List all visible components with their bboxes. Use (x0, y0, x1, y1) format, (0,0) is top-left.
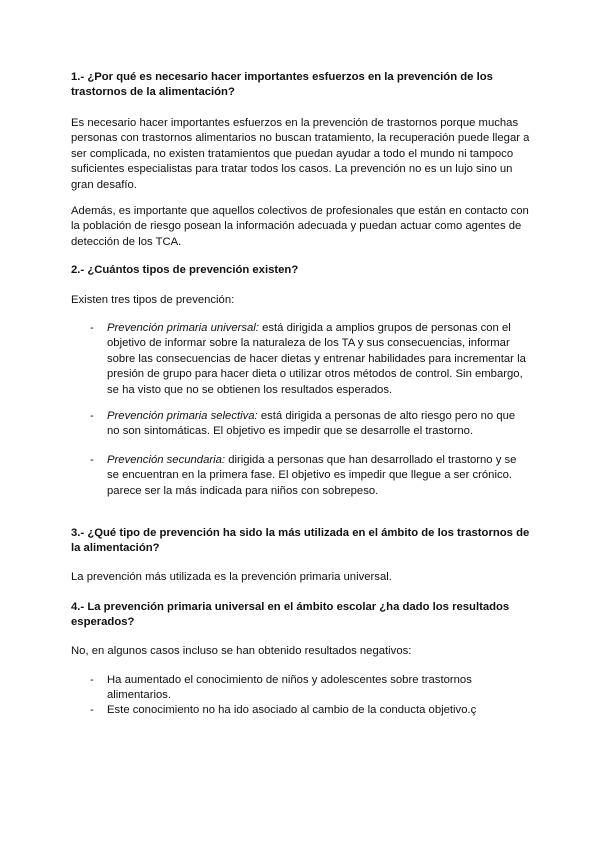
list-item-text: Este conocimiento no ha ido asociado al cambio de la conducta objetivo.ç (107, 704, 477, 716)
question-4-answer: No, en algunos casos incluso se han obtenido resultados negativos: (71, 645, 412, 657)
question-1-paragraph-1: Es necesario hacer importantes esfuerzos en la prevención de trastornos porque muchas personas con trastornos alimentarios no buscan tratamiento, la recuperación puede llegar a ser complicada, no existen tratamientos que puedan ayudar a todo el mundo ni tampoco suficientes especialistas para tratar todos los casos. La prevención no es un lujo sino un gran desafío. (71, 117, 530, 191)
bullet-dash: - (90, 674, 94, 686)
list-item-text (107, 453, 527, 499)
list-item-description: está dirigida a amplios grupos de personas con el objetivo de informar sobre la naturaleza de los TA y sus consecuencias, informar sobre las consecuencias de hacer dietas y entrenar habilidades para incrementar la presión de grupo para hacer dieta o utilizar otros métodos de control. Sin embargo, se ha visto que no se obtienen los resultados esperados. (107, 322, 526, 396)
bullet-dash: - (90, 704, 94, 716)
question-4-heading: 4.- La prevención primaria universal en el ámbito escolar ¿ha dado los resultados esperados? (71, 601, 510, 629)
list-item-description: está dirigida a personas de alto riesgo pero no que no son sintomáticas. El objetivo es impedir que se desarrolle el trastorno. (107, 410, 516, 438)
question-1-heading: 1.- ¿Por qué es necesario hacer importantes esfuerzos en la prevención de los trastornos de la alimentación? (71, 71, 493, 99)
list-item-text (107, 321, 527, 398)
list-item-text: Ha aumentado el conocimiento de niños y adolescentes sobre trastornos alimentarios. (107, 674, 472, 702)
question-3-answer: La prevención más utilizada es la prevención primaria universal. (71, 571, 392, 583)
list-item-term: Prevención primaria universal: (107, 322, 259, 334)
list-item-term: Prevención primaria selectiva: (107, 410, 258, 422)
question-1-paragraph-2: Además, es importante que aquellos colectivos de profesionales que están en contacto con la población de riesgo posean la información adecuada y puedan actuar como agentes de detección de los TCA. (71, 205, 529, 248)
question-2-heading: 2.- ¿Cuántos tipos de prevención existen? (71, 264, 299, 276)
bullet-dash: - (90, 410, 94, 422)
bullet-dash: - (90, 454, 94, 466)
list-item-description: dirigida a personas que han desarrollado el trastorno y se se encuentran en la primera fase. El objetivo es impedir que llegue a ser crónico. parece ser la más indicada para niños con sobrepeso. (107, 454, 517, 497)
question-2-intro: Existen tres tipos de prevención: (71, 294, 235, 306)
question-3-heading: 3.- ¿Qué tipo de prevención ha sido la más utilizada en el ámbito de los trastornos de la alimentación? (71, 527, 530, 555)
bullet-dash: - (90, 322, 94, 334)
list-item-term: Prevención secundaria: (107, 454, 226, 466)
list-item-text (107, 409, 527, 440)
